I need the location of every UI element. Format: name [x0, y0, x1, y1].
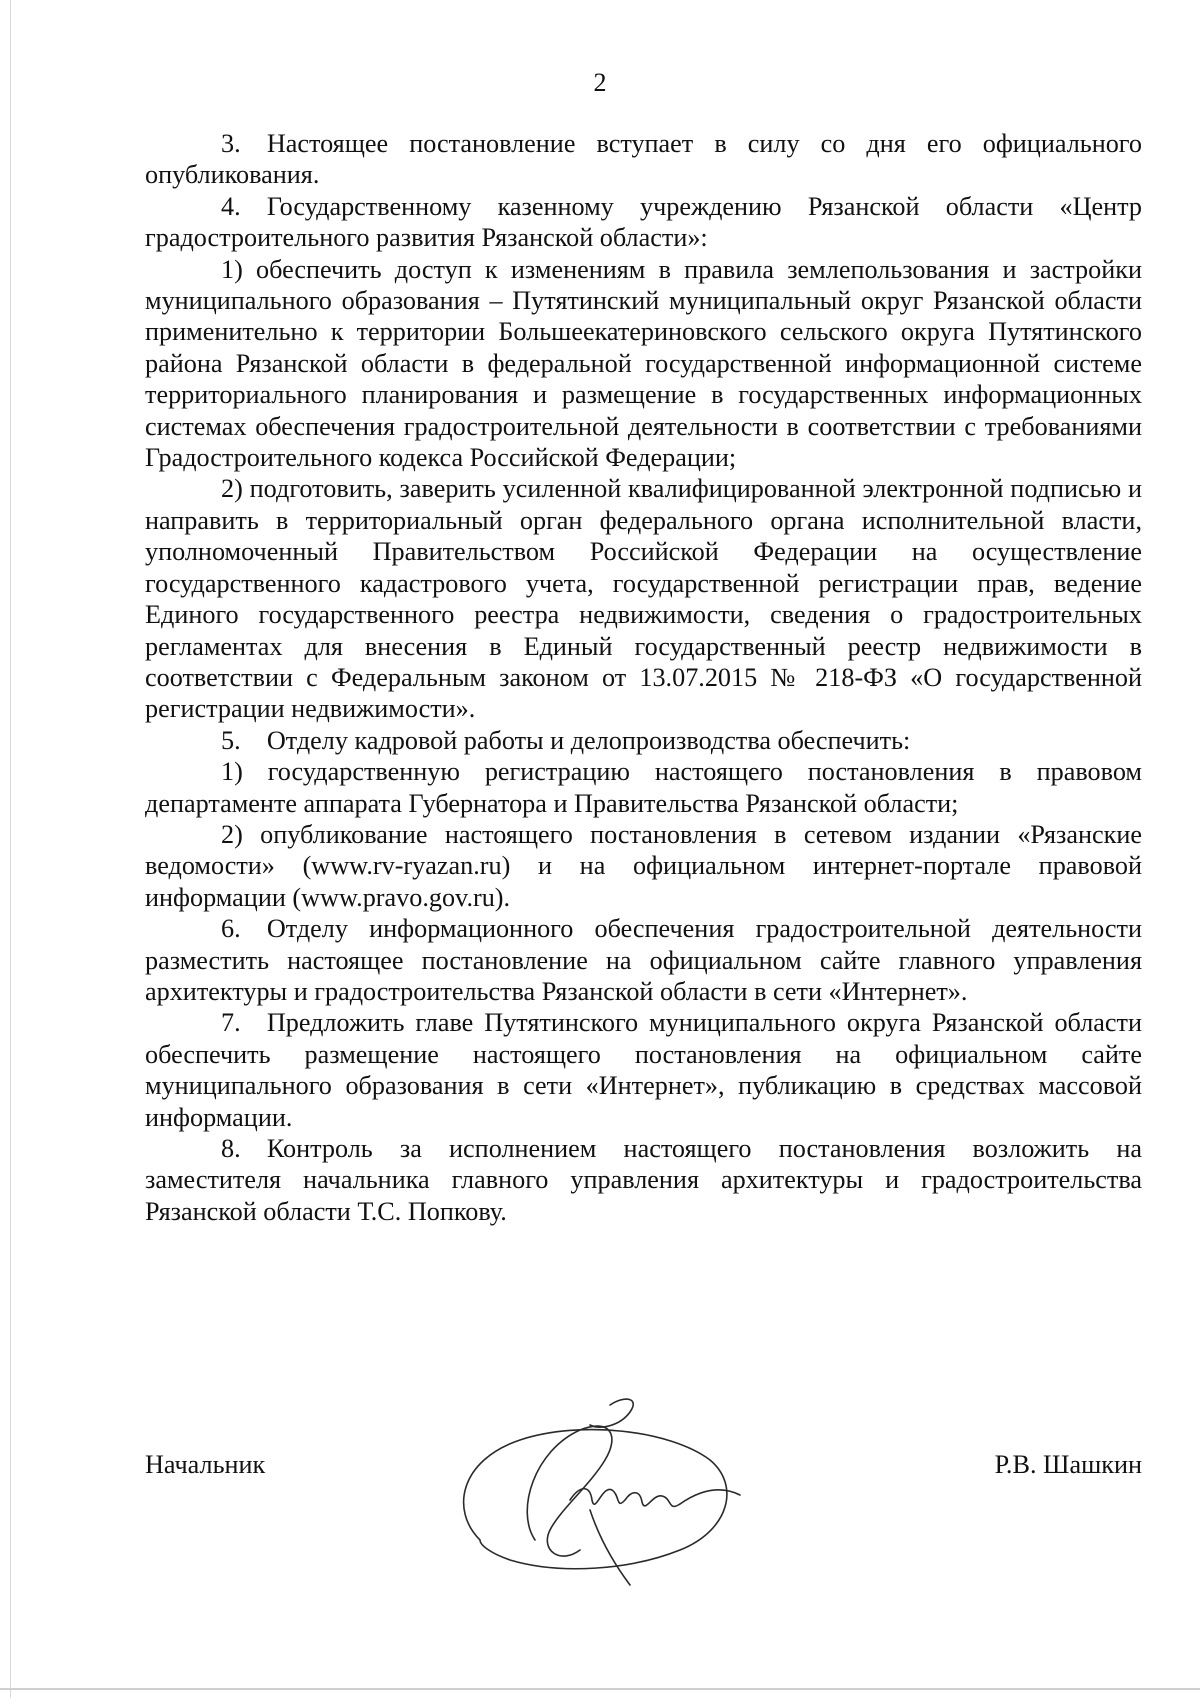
scan-edge-bottom — [0, 1688, 1200, 1690]
paragraph-4-2: 2) подготовить, заверить усиленной квалифицированной электронной подписью и направить в территориальный орган федерального органа исполнительной власти, уполномоченный Правительством Российской Федерации на осуществление государственного кадастрового учета, государственной регистрации прав, ведение Единого государственного реестра недвижимости, сведения о градостроительных регламентах для внесения в Единый государственный реестр недвижимости в соответствии с Федеральным законом от 13.07.2015 № 218-ФЗ «О государственной регистрации недвижимости». — [145, 474, 1142, 724]
paragraph-4: 4. Государственному казенному учреждению Рязанской области «Центр градостроительного развития Рязанской области»: — [145, 191, 1142, 253]
paragraph-6: 6. Отделу информационного обеспечения градостроительной деятельности разместить настоящее постановление на официальном сайте главного управления архитектуры и градостроительства Рязанской области в сети «Интернет». — [145, 914, 1142, 1006]
paragraph-4-1: 1) обеспечить доступ к изменениям в правила землепользования и застройки муниципального образования – Путятинский муниципальный округ Рязанской области применительно к территории Большеекатериновского сельского округа Путятинского района Рязанской области в федеральной государственной информационной системе территориального планирования и размещение в государственных информационных системах обеспечения градостроительной деятельности в соответствии с требованиями Градостроительного кодекса Российской Федерации; — [145, 254, 1142, 473]
paragraph-5-1: 1) государственную регистрацию настоящего постановления в правовом департаменте аппарата Губернатора и Правительства Рязанской области; — [145, 757, 1142, 818]
paragraph-5-2: 2) опубликование настоящего постановления в сетевом издании «Рязанские ведомости» (www.rv-ryazan.ru) и на официальном интернет-портале правовой информации (www.pravo.gov.ru). — [145, 819, 1142, 912]
signatory-title: Начальник — [145, 1450, 266, 1479]
signatory-name: Р.В. Шашкин — [994, 1450, 1142, 1479]
paragraph-3: 3. Настоящее постановление вступает в силу со дня его официального опубликования. — [145, 129, 1142, 190]
scan-edge-left — [10, 0, 11, 1698]
paragraph-5: 5. Отделу кадровой работы и делопроизводства обеспечить: — [221, 725, 911, 755]
paragraph-8: 8. Контроль за исполнением настоящего постановления возложить на заместителя начальника главного управления архитектуры и градостроительства Рязанской области Т.С. Попкову. — [145, 1134, 1142, 1226]
handwritten-signature — [440, 1390, 760, 1590]
paragraph-7: 7. Предложить главе Путятинского муниципального округа Рязанской области обеспечить размещение настоящего постановления на официальном сайте муниципального образования в сети «Интернет», публикацию в средствах массовой информации. — [145, 1008, 1142, 1132]
page-number: 2 — [593, 68, 607, 97]
document-body — [145, 128, 1142, 1227]
